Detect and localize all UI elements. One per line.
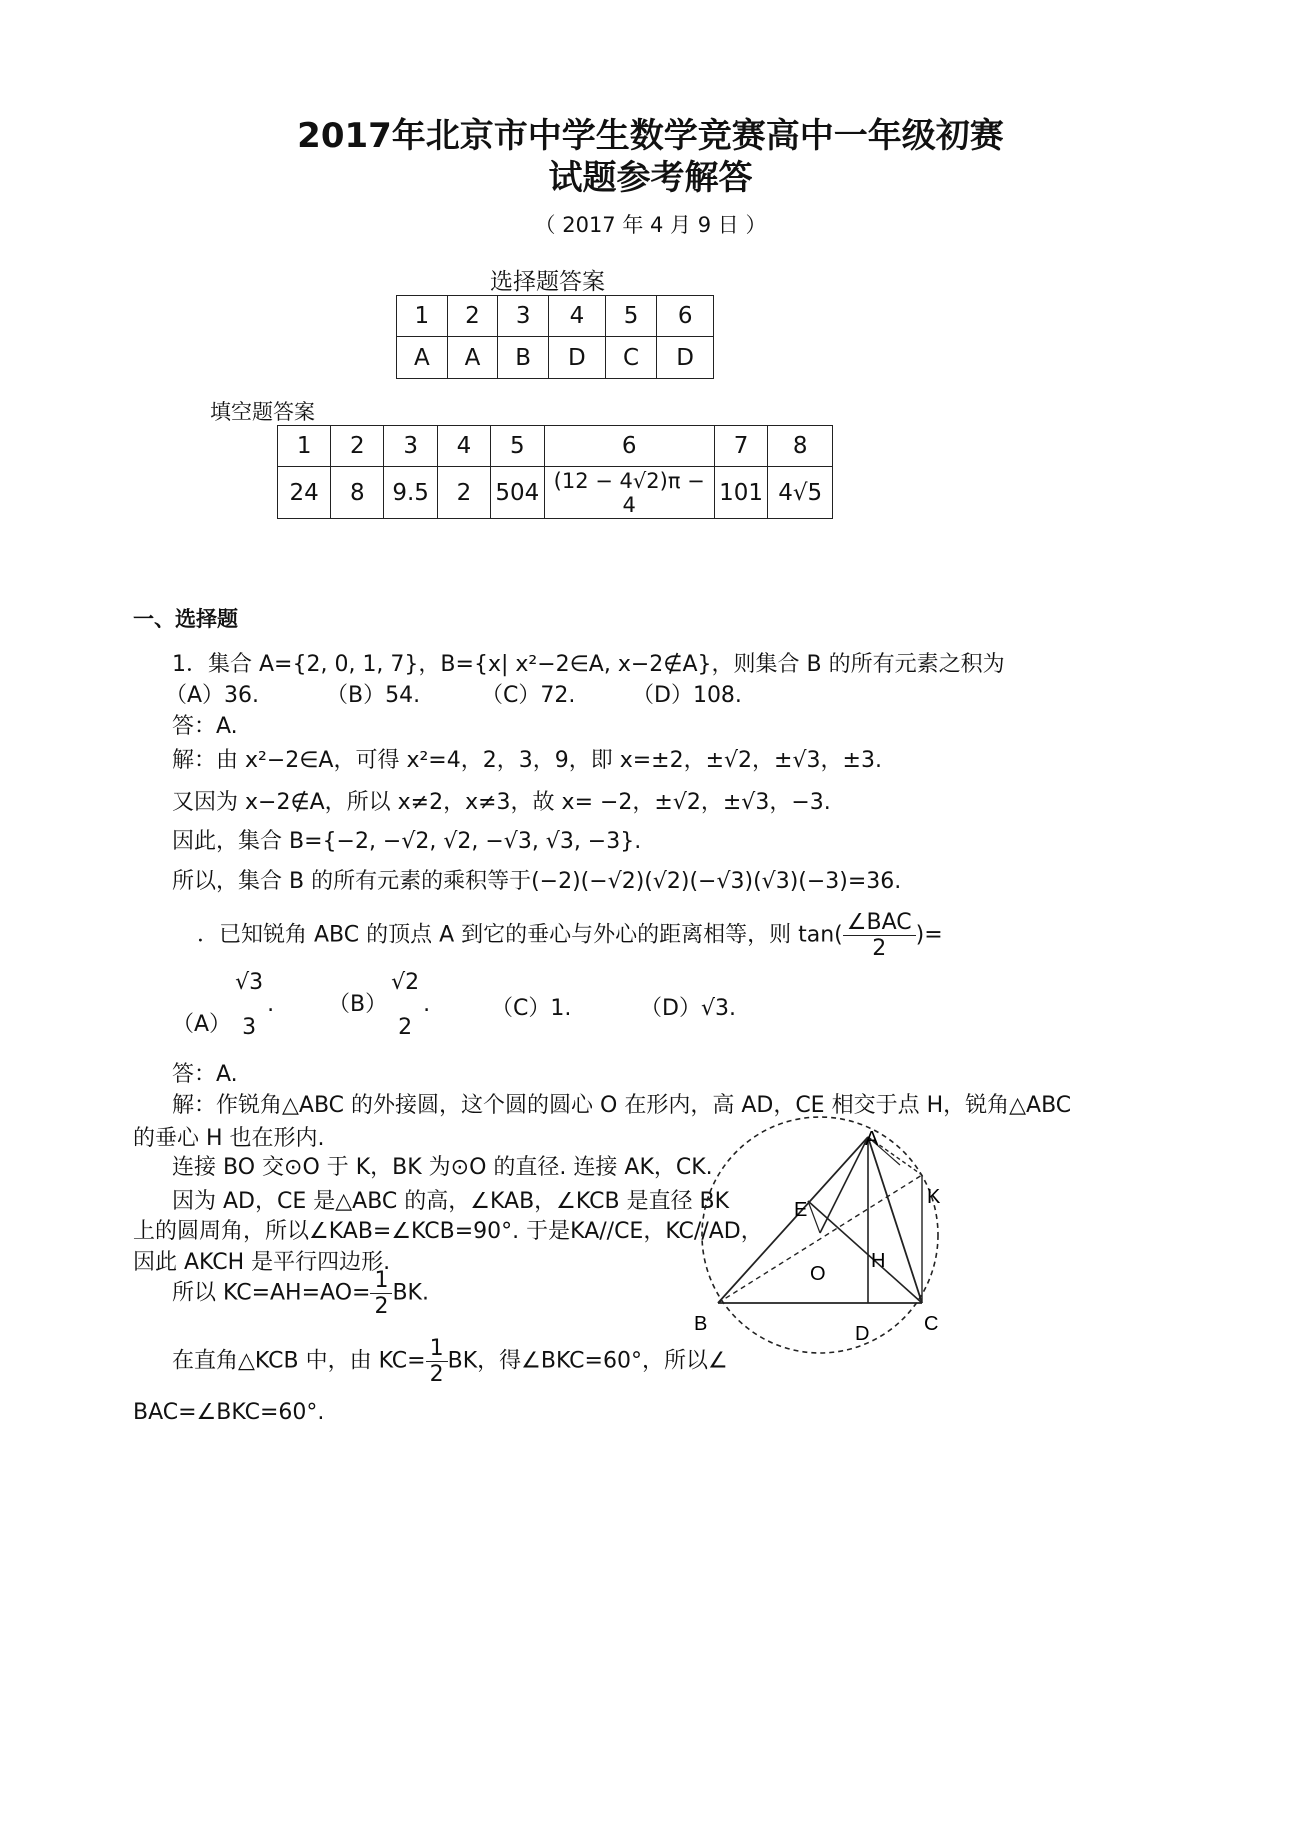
- fraction-denominator: 2: [429, 1362, 444, 1387]
- q1-option-a: （A）36.: [165, 683, 260, 708]
- fraction-denominator: 2: [374, 1294, 389, 1319]
- q2-option-d: （D）√3.: [640, 996, 736, 1021]
- side-ab: [718, 1137, 868, 1303]
- q2-sol4-text: 所以 KC=AH=AO=: [172, 1280, 371, 1306]
- fill-answer: 9.5: [384, 467, 438, 519]
- q2-solution-line: [172, 1268, 429, 1319]
- q2-answer: 答：A.: [172, 1062, 238, 1087]
- q2-stem-tail: )=: [915, 922, 943, 948]
- title-line-1: 2017年北京市中学生数学竞赛高中一年级初赛: [297, 116, 1004, 156]
- mc-answer: D: [549, 337, 606, 379]
- mc-answer: C: [605, 337, 657, 379]
- q1-option-c: （C）72.: [481, 683, 576, 708]
- fill-answer-row: [278, 467, 833, 519]
- fill-number: 6: [544, 426, 714, 467]
- fill-number: 3: [384, 426, 438, 467]
- label-c: C: [924, 1313, 939, 1335]
- mc-answer-row: [397, 337, 714, 379]
- mc-answer-table: [396, 295, 714, 379]
- q2-option-a-label: （A）: [172, 1012, 232, 1037]
- q2-option-a-fraction: [231, 970, 267, 1040]
- fraction-numerator: 1: [426, 1336, 448, 1362]
- mc-number: 2: [447, 296, 498, 337]
- q2-solution-line: BAC=∠BKC=60°.: [133, 1400, 325, 1425]
- q2-option-b-label: （B）: [328, 992, 388, 1017]
- q1-option-b: （B）54.: [326, 683, 421, 708]
- section-heading: 一、选择题: [133, 607, 238, 631]
- fill-answer: 8: [331, 467, 384, 519]
- fraction-numerator: ∠BAC: [843, 910, 916, 936]
- mc-number: 5: [605, 296, 657, 337]
- q1-stem: 1．集合 A={2, 0, 1, 7}，B={x| x²−2∈A, x−2∉A}，则集合 B 的所有元素之积为: [172, 652, 1005, 677]
- q2-sol5-text: 在直角△KCB 中，由 KC=: [172, 1348, 426, 1374]
- mc-number: 6: [657, 296, 714, 337]
- fill-answer-table: [277, 425, 833, 519]
- q2-solution-line: 上的圆周角，所以∠KAB=∠KCB=90°. 于是KA//CE，KC//AD，: [133, 1219, 763, 1244]
- mc-answer: A: [447, 337, 498, 379]
- fill-caption: 填空题答案: [210, 400, 315, 424]
- fill-answer: 24: [278, 467, 331, 519]
- label-o: O: [810, 1263, 826, 1285]
- q1-option-d: （D）108.: [632, 683, 742, 708]
- q2-solution-line: [172, 1336, 728, 1387]
- q2-stem: [197, 910, 943, 961]
- fraction-numerator: √3: [235, 970, 264, 995]
- one-half-fraction: [426, 1336, 448, 1387]
- fill-answer: 504: [490, 467, 544, 519]
- q1-solution-line: 因此，集合 B={−2, −√2, √2, −√3, √3, −3}.: [172, 829, 642, 854]
- mc-answer: B: [498, 337, 549, 379]
- label-b: B: [694, 1313, 708, 1335]
- q2-solution-line: 连接 BO 交⊙O 于 K，BK 为⊙O 的直径. 连接 AK，CK.: [172, 1155, 713, 1180]
- fill-answer: 4√5: [768, 467, 833, 519]
- mc-number: 4: [549, 296, 606, 337]
- fraction-denominator: 2: [872, 936, 887, 961]
- fill-answer: 2: [437, 467, 490, 519]
- q2-stem-text: ．已知锐角 ABC 的顶点 A 到它的垂心与外心的距离相等，则 tan(: [197, 922, 843, 948]
- fraction-numerator: √2: [391, 970, 420, 995]
- fraction-denominator: 2: [398, 1015, 413, 1040]
- label-a: A: [865, 1128, 879, 1150]
- fill-number: 5: [490, 426, 544, 467]
- fraction-denominator: 3: [242, 1015, 257, 1040]
- q1-solution-line: 解：由 x²−2∈A，可得 x²=4，2，3，9，即 x=±2，±√2，±√3，±3.: [172, 748, 882, 773]
- segment-ao: [820, 1137, 868, 1233]
- q2-option-b: （B） √2 2 .: [328, 970, 431, 1040]
- q2-solution-line: 因此 AKCH 是平行四边形.: [133, 1250, 391, 1275]
- label-e: E: [794, 1199, 808, 1221]
- fill-number: 7: [714, 426, 768, 467]
- date: （ 2017 年 4 月 9 日 ）: [534, 213, 767, 237]
- circumcircle: [702, 1117, 938, 1353]
- fill-answer: 101: [714, 467, 768, 519]
- mc-answer: A: [397, 337, 448, 379]
- q1-answer: 答：A.: [172, 714, 238, 739]
- label-d: D: [855, 1323, 870, 1345]
- q2-option-c: （C）1.: [491, 996, 572, 1021]
- geometry-figure: [690, 1115, 960, 1360]
- q2-option-b-fraction: [387, 970, 423, 1040]
- q2-sol4-tail: BK.: [392, 1280, 429, 1306]
- mc-number: 1: [397, 296, 448, 337]
- q2-solution-line: 解：作锐角△ABC 的外接圆，这个圆的圆心 O 在形内，高 AD，CE 相交于点 H，锐角△ABC: [172, 1093, 1072, 1118]
- fill-answer: (12 − 4√2)π − 4: [544, 467, 714, 519]
- q1-solution-line: 又因为 x−2∉A，所以 x≠2，x≠3，故 x= −2，±√2，±√3，−3.: [172, 790, 831, 815]
- q2-stem-fraction: [843, 910, 916, 961]
- fill-number: 4: [437, 426, 490, 467]
- mc-caption: 选择题答案: [490, 269, 605, 295]
- fill-number: 2: [331, 426, 384, 467]
- mc-number: 3: [498, 296, 549, 337]
- label-k: K: [927, 1186, 941, 1208]
- fill-number: 8: [768, 426, 833, 467]
- label-h: H: [871, 1250, 886, 1272]
- fill-number-row: [278, 426, 833, 467]
- mc-answer: D: [657, 337, 714, 379]
- mc-number-row: [397, 296, 714, 337]
- fill-number: 1: [278, 426, 331, 467]
- title-line-2: 试题参考解答: [548, 158, 753, 198]
- one-half-fraction: [370, 1268, 392, 1319]
- q1-solution-line: 所以，集合 B 的所有元素的乘积等于(−2)(−√2)(√2)(−√3)(√3)(−3)=36.: [172, 869, 902, 894]
- q2-solution-line: 的垂心 H 也在形内.: [133, 1126, 325, 1151]
- q2-option-a: （A） √3 3 .: [172, 970, 275, 1040]
- q2-solution-line: 因为 AD，CE 是△ABC 的高，∠KAB，∠KCB 是直径 BK: [172, 1189, 730, 1214]
- q2-sol5-tail: BK，得∠BKC=60°，所以∠: [447, 1348, 728, 1374]
- fraction-numerator: 1: [370, 1268, 392, 1294]
